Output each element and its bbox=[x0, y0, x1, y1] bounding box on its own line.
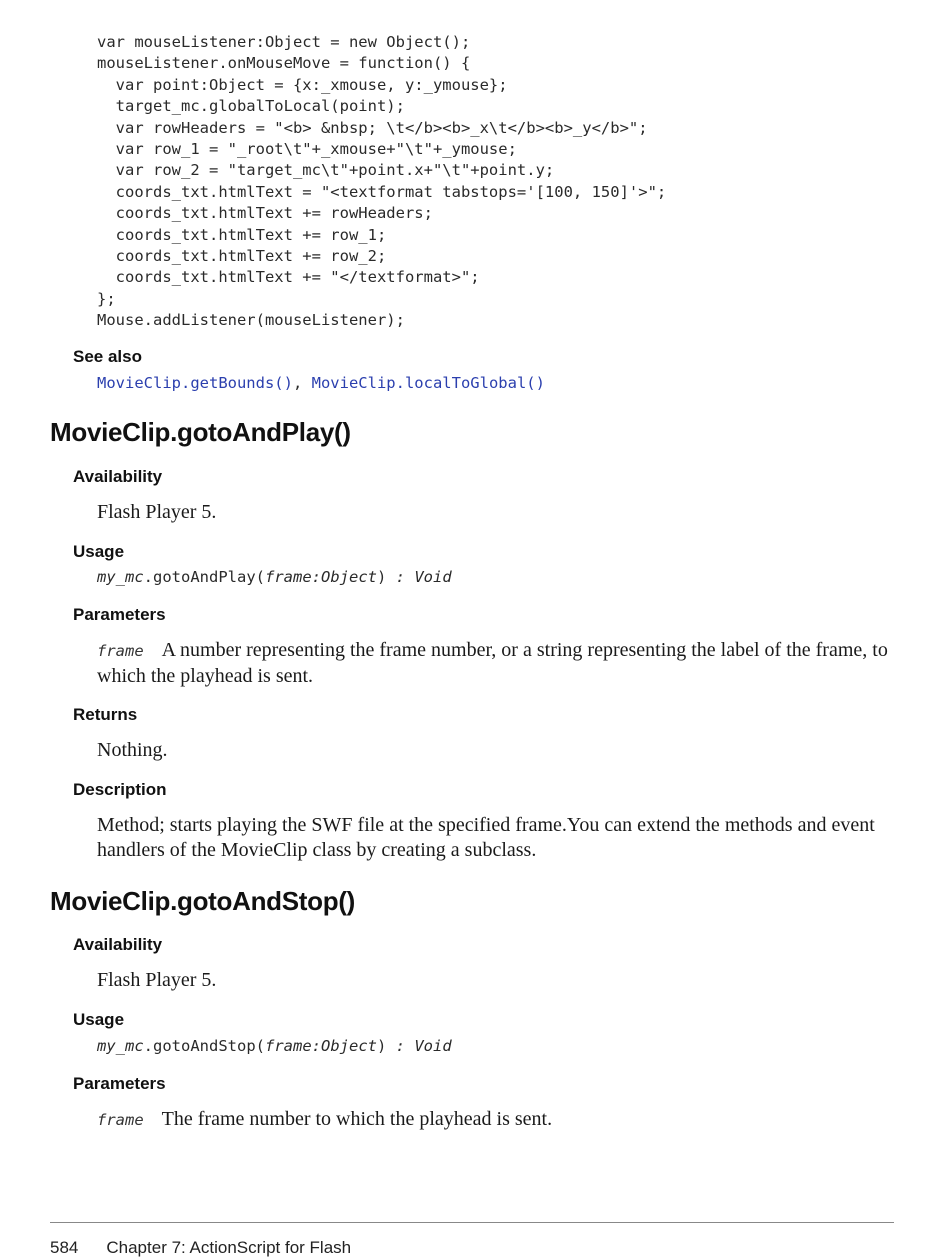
code-block bbox=[97, 32, 666, 332]
param-name: frame bbox=[97, 642, 144, 660]
description-heading: Description bbox=[73, 780, 167, 799]
param-description: A number representing the frame number, or a string representing the label of the frame, to which the playhead is sent. bbox=[97, 639, 888, 687]
page-footer bbox=[50, 1238, 351, 1258]
code-line: coords_txt.htmlText += row_1; bbox=[97, 225, 387, 244]
availability-text: Flash Player 5. bbox=[97, 969, 217, 991]
usage-method: .gotoAndPlay( bbox=[143, 568, 265, 586]
param-description: The frame number to which the playhead is sent. bbox=[161, 1108, 553, 1130]
usage-object: my_mc bbox=[97, 1037, 144, 1055]
description-text: Method; starts playing the SWF file at the specified frame.You can extend the methods and event handlers of the MovieClip class by creating a subclass. bbox=[97, 814, 875, 861]
usage-close: ) bbox=[376, 568, 396, 586]
section-title-gotoandstop: MovieClip.gotoAndStop() bbox=[50, 886, 356, 916]
code-line: mouseListener.onMouseMove = function() { bbox=[97, 54, 471, 73]
see-also-heading: See also bbox=[73, 347, 142, 366]
parameter-item bbox=[97, 1107, 897, 1133]
code-line: var point:Object = {x:_xmouse, y:_ymouse}; bbox=[97, 75, 508, 94]
usage-method: .gotoAndStop( bbox=[143, 1037, 265, 1055]
returns-text: Nothing. bbox=[97, 739, 168, 761]
code-line: var row_1 = "_root\t"+_xmouse+"\t"+_ymouse; bbox=[97, 140, 517, 159]
availability-heading: Availability bbox=[73, 935, 163, 954]
parameter-item bbox=[97, 638, 897, 689]
chapter-title: Chapter 7: ActionScript for Flash bbox=[106, 1238, 352, 1257]
code-line: coords_txt.htmlText += "</textformat>"; bbox=[97, 268, 480, 287]
parameters-heading: Parameters bbox=[73, 605, 166, 624]
usage-close: ) bbox=[376, 1037, 396, 1055]
see-also-separator: , bbox=[292, 374, 312, 392]
availability-text: Flash Player 5. bbox=[97, 501, 217, 523]
code-line: Mouse.addListener(mouseListener); bbox=[97, 311, 405, 330]
usage-heading: Usage bbox=[73, 542, 125, 561]
usage-signature bbox=[97, 1037, 452, 1055]
see-also-links bbox=[97, 374, 545, 392]
usage-return: : Void bbox=[395, 568, 452, 586]
footer-divider bbox=[50, 1222, 894, 1223]
parameters-heading: Parameters bbox=[73, 1074, 166, 1093]
usage-param: frame:Object bbox=[265, 568, 377, 586]
usage-signature bbox=[97, 568, 452, 586]
code-line: var rowHeaders = "<b> &nbsp; \t</b><b>_x\t</b><b>_y</b>"; bbox=[97, 118, 648, 137]
availability-heading: Availability bbox=[73, 467, 163, 486]
code-line: }; bbox=[97, 289, 116, 308]
link-localtoglobal[interactable]: MovieClip.localToGlobal() bbox=[311, 374, 545, 392]
usage-return: : Void bbox=[395, 1037, 452, 1055]
code-line: coords_txt.htmlText += rowHeaders; bbox=[97, 204, 433, 223]
usage-param: frame:Object bbox=[265, 1037, 377, 1055]
code-line: var row_2 = "target_mc\t"+point.x+"\t"+point.y; bbox=[97, 161, 555, 180]
code-line: coords_txt.htmlText += row_2; bbox=[97, 247, 387, 266]
usage-heading: Usage bbox=[73, 1010, 125, 1029]
code-line: var mouseListener:Object = new Object(); bbox=[97, 33, 471, 51]
page-number: 584 bbox=[50, 1238, 79, 1257]
usage-object: my_mc bbox=[97, 568, 144, 586]
section-title-gotoandplay: MovieClip.gotoAndPlay() bbox=[50, 417, 351, 447]
code-line: target_mc.globalToLocal(point); bbox=[97, 97, 405, 116]
param-name: frame bbox=[97, 1111, 144, 1129]
code-line: coords_txt.htmlText = "<textformat tabstops='[100, 150]'>"; bbox=[97, 182, 667, 201]
link-getbounds[interactable]: MovieClip.getBounds() bbox=[97, 374, 293, 392]
returns-heading: Returns bbox=[73, 705, 138, 724]
